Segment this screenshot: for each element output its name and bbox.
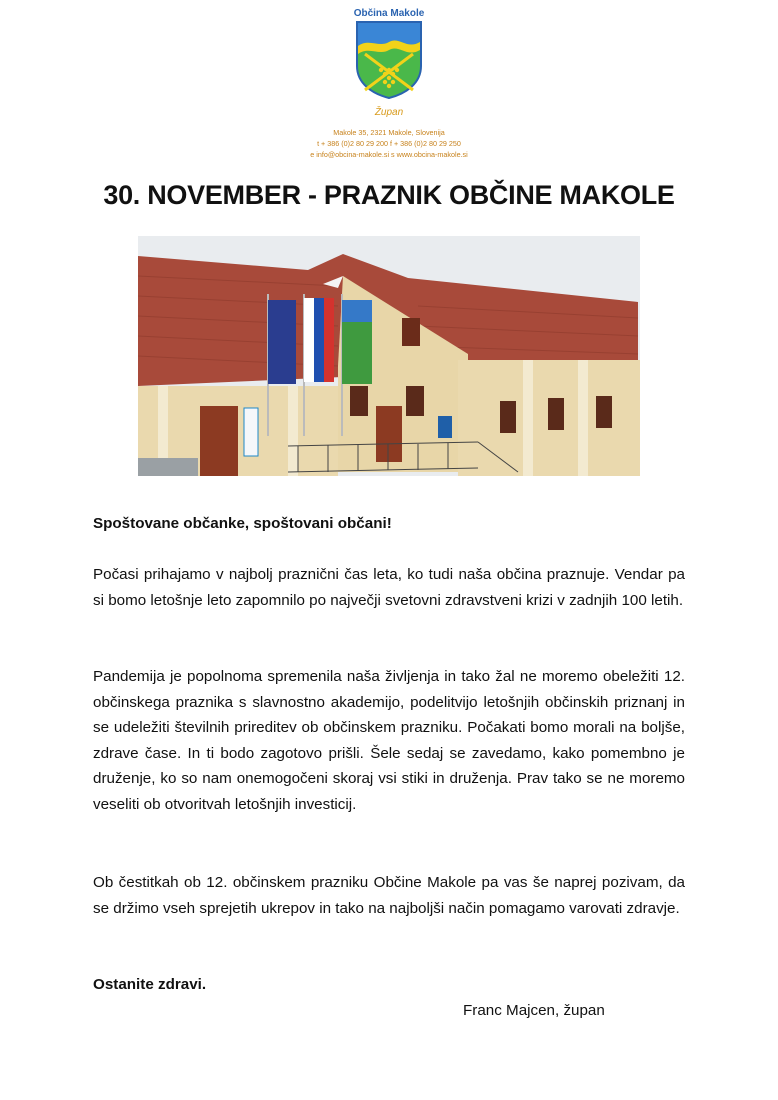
org-name: Občina Makole [353,8,425,19]
greeting: Spoštovane občanke, spoštovani občani! [93,515,392,532]
address-line: Makole 35, 2321 Makole, Slovenija [333,128,445,137]
signature: Franc Majcen, župan [463,1002,605,1019]
paragraph-3: Ob čestitkah ob 12. občinskem prazniku Občine Makole pa vas še naprej pozivam, da se držimo vseh sprejetih ukrepov in tako na najboljši način pomagamo varovati zdravje. [93,874,685,917]
coat-of-arms-icon [355,20,423,100]
municipal-building-icon [138,236,640,476]
paragraph-1: Počasi prihajamo v najbolj praznični čas leta, ko tudi naša občina praznuje. Vendar pa si bomo letošnje leto zapomnilo po največji svetovni zdravstveni krizi v zadnjih 100 letih. [93,566,685,609]
page-title: 30. NOVEMBER - PRAZNIK OBČINE MAKOLE [103,180,675,210]
phone-line: t + 386 (0)2 80 29 200 f + 386 (0)2 80 29 250 [317,139,461,148]
building-photo [138,236,640,476]
office-role: Župan [374,107,404,118]
email-web-line: e info@obcina-makole.si s www.obcina-makole.si [310,150,468,159]
paragraph-2: Pandemija je popolnoma spremenila naša življenja in tako žal ne moremo obeležiti 12. občinskega praznika s slavnostno akademijo, podelitvijo letošnjih občinskih priznanj in se udeležiti številnih prireditev ob občinskem prazniku. Počakati bomo morali na boljše, zdrave čase. In ti bodo zagotovo prišli. Šele sedaj se zavedamo, kako pomembno je druženje, ko so nam onemogočeni skoraj vsi stiki in druženja. Prav tako se ne moremo veseliti ob otvoritvah letošnjih investicij. [93,668,685,813]
closing-line: Ostanite zdravi. [93,976,207,993]
